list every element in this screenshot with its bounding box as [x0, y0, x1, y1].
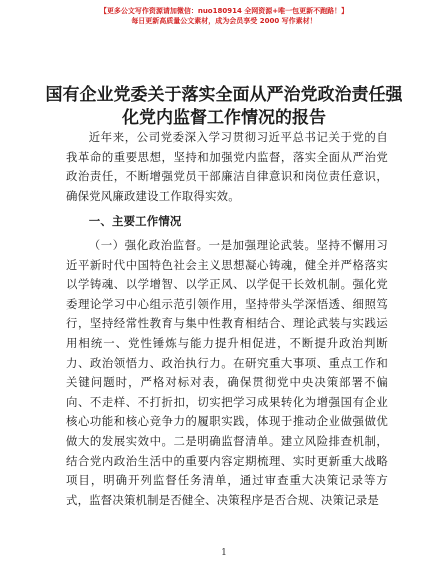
intro-paragraph: 近年来，公司党委深入学习贯彻习近平总书记关于党的自我革命的重要思想，坚持和加强党内监督，落实全面从严治党政治责任，不断增强党员干部廉洁自律意识和岗位责任意识，确保党风廉政建设工作取得实效。: [66, 130, 388, 203]
promo-banner: [0, 6, 448, 26]
promo-banner-line-2: 每日更新高质量公文素材，成为会员享受 2000 写作素材！: [131, 17, 317, 25]
promo-banner-line-1: 【更多公文写作资源请加微信：nuo180914 全网资源+唯一包更新不跑路！】: [99, 7, 349, 15]
section-paragraph: （一）强化政治监督。一是加强理论武装。坚持不懈用习近平新时代中国特色社会主义思想凝心铸魂，健全并严格落实以学铸魂、以学增智、以学正风、以学促干长效机制。强化党委理论学习中心组示范引领作用，坚持带头学深悟透、细照笃行，坚持经常性教育与集中性教育相结合、理论武装与实践运用相统一、党性锤炼与能力提升相促进，不断提升政治判断力、政治领悟力、政治执行力。在研究重大事项、重点工作和关键问题时，严格对标对表，确保贯彻党中央决策部署不偏向、不走样、不打折扣，切实把学习成果转化为增强国有企业核心功能和核心竞争力的履职实践，体现于推动企业做强做优做大的发展实效中。二是明确监督清单。建立风险排查机制，结合党内政治生活中的重要内容定期梳理、实时更新重大战略项目，明确开列监督任务清单，通过审查重大决策记录等方式，监督决策机制是否健全、决策程序是否合规、决策记录是: [66, 237, 388, 507]
page-number: 1: [221, 548, 227, 558]
document-title: 国有企业党委关于落实全面从严治党政治责任强化党内监督工作情况的报告: [45, 85, 403, 128]
section-heading: 一、主要工作情况: [88, 214, 182, 229]
document-body: [66, 128, 388, 510]
